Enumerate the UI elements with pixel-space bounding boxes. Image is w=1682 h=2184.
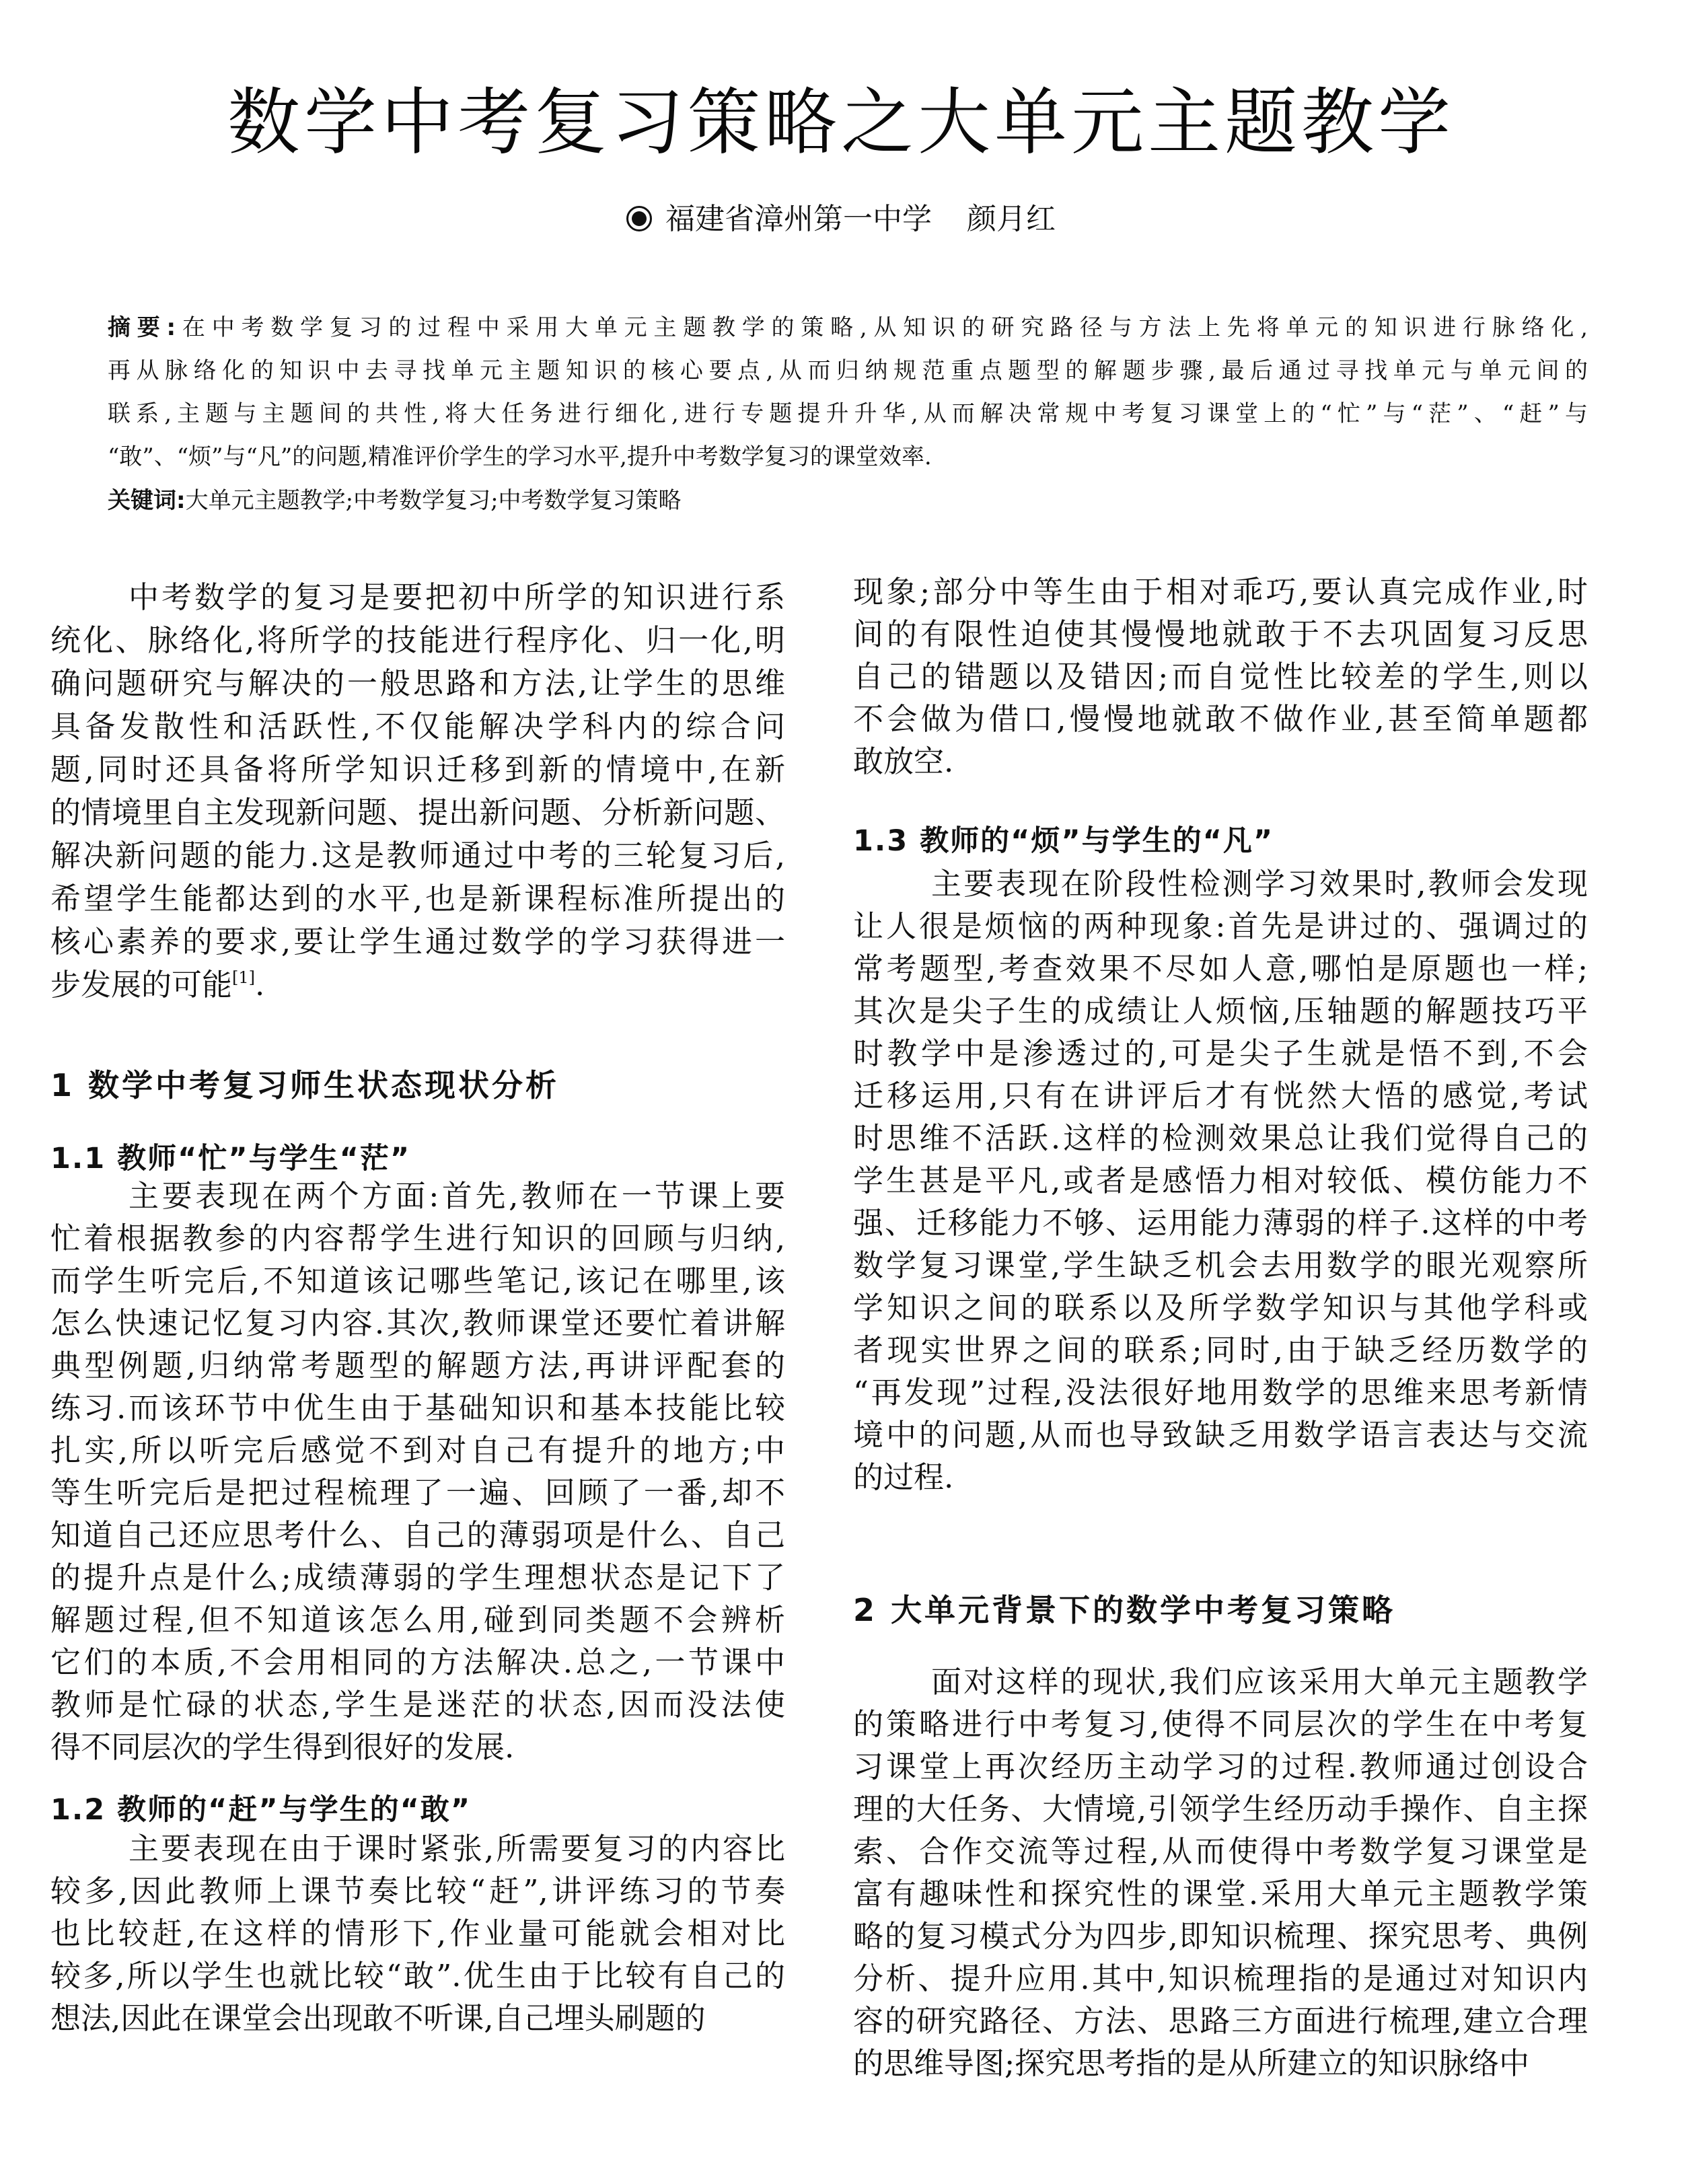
abstract-line: 摘要:在中考数学复习的过程中采用大单元主题教学的策略,从知识的研究路径与方法上先将单元的知识进行脉络化, bbox=[108, 314, 1588, 341]
intro-line: 中考数学的复习是要把初中所学的知识进行系 bbox=[129, 579, 785, 615]
body-text-line: 忙着根据教参的内容帮学生进行知识的回顾与归纳, bbox=[50, 1221, 785, 1256]
body-text-line: 富有趣味性和探究性的课堂.采用大单元主题教学策 bbox=[853, 1876, 1588, 1912]
body-text-line: 教师是忙碌的状态,学生是迷茫的状态,因而没法使 bbox=[50, 1687, 785, 1722]
section-heading-2: 2 大单元背景下的数学中考复习策略 bbox=[853, 1592, 1396, 1628]
intro-line: 题,同时还具备将所学知识迁移到新的情境中,在新 bbox=[50, 752, 785, 787]
body-text-line: 而学生听完后,不知道该记哪些笔记,该记在哪里,该 bbox=[50, 1263, 785, 1299]
body-text-line: 学生甚是平凡,或者是感悟力相对较低、模仿能力不 bbox=[853, 1163, 1588, 1198]
subsection-heading-1-3: 1.3 教师的“烦”与学生的“凡” bbox=[853, 824, 1274, 858]
body-text-line: 的思维导图;探究思考指的是从所建立的知识脉络中 bbox=[853, 2045, 1530, 2081]
body-text-line: 索、合作交流等过程,从而使得中考数学复习课堂是 bbox=[853, 1833, 1588, 1869]
body-text-line: 等生听完后是把过程梳理了一遍、回顾了一番,却不 bbox=[50, 1475, 785, 1510]
body-text-line: 让人很是烦恼的两种现象:首先是讲过的、强调过的 bbox=[853, 908, 1588, 944]
body-text-line: 面对这样的现状,我们应该采用大单元主题教学 bbox=[931, 1664, 1588, 1700]
intro-line: 的情境里自主发现新问题、提出新问题、分析新问题、 bbox=[50, 795, 785, 830]
body-text-line: “再发现”过程,没法很好地用数学的思维来思考新情 bbox=[853, 1375, 1588, 1410]
body-text-line: 想法,因此在课堂会出现敢不听课,自己埋头刷题的 bbox=[50, 2000, 706, 2036]
intro-line: 核心素养的要求,要让学生通过数学的学习获得进一 bbox=[50, 924, 785, 959]
intro-line: 具备发散性和活跃性,不仅能解决学科内的综合问 bbox=[50, 708, 785, 744]
body-text-line: 者现实世界之间的联系;同时,由于缺乏经历数学的 bbox=[853, 1332, 1588, 1368]
body-text-line: 自己的错题以及错因;而自觉性比较差的学生,则以 bbox=[853, 659, 1588, 694]
abstract-label: 摘要: bbox=[108, 314, 176, 341]
body-text-line: 怎么快速记忆复习内容.其次,教师课堂还要忙着讲解 bbox=[50, 1305, 785, 1341]
body-text-line: 主要表现在两个方面:首先,教师在一节课上要 bbox=[129, 1178, 785, 1214]
author-affiliation: 福建省漳州第一中学 bbox=[665, 202, 932, 236]
body-text-line: 现象;部分中等生由于相对乖巧,要认真完成作业,时 bbox=[853, 574, 1588, 610]
body-text-line: 也比较赶,在这样的情形下,作业量可能就会相对比 bbox=[50, 1916, 785, 1951]
body-text-line: 的过程. bbox=[853, 1459, 954, 1495]
body-text-line: 强、迁移能力不够、运用能力薄弱的样子.这样的中考 bbox=[853, 1205, 1588, 1241]
body-text-line: 迁移运用,只有在讲评后才有恍然大悟的感觉,考试 bbox=[853, 1078, 1588, 1114]
body-text-line: 容的研究路径、方法、思路三方面进行梳理,建立合理 bbox=[853, 2003, 1588, 2039]
abstract-line: “敢”、“烦”与“凡”的问题,精准评价学生的学习水平,提升中考数学复习的课堂效率. bbox=[108, 443, 932, 470]
body-text-line: 知道自己还应思考什么、自己的薄弱项是什么、自己 bbox=[50, 1517, 785, 1553]
body-text-line: 的提升点是什么;成绩薄弱的学生理想状态是记下了 bbox=[50, 1560, 785, 1595]
intro-line: 解决新问题的能力.这是教师通过中考的三轮复习后, bbox=[50, 838, 785, 873]
body-text-line: 不会做为借口,慢慢地就敢不做作业,甚至简单题都 bbox=[853, 701, 1588, 737]
body-text-line: 数学复习课堂,学生缺乏机会去用数学的眼光观察所 bbox=[853, 1247, 1588, 1283]
subsection-heading-1-1: 1.1 教师“忙”与学生“茫” bbox=[50, 1142, 411, 1175]
author-name: 颜月红 bbox=[967, 202, 1056, 236]
body-text-line: 理的大任务、大情境,引领学生经历动手操作、自主探 bbox=[853, 1791, 1588, 1827]
body-text-line: 时思维不活跃.这样的检测效果总让我们觉得自己的 bbox=[853, 1120, 1588, 1156]
body-text-line: 得不同层次的学生得到很好的发展. bbox=[50, 1729, 515, 1765]
body-text-line: 解题过程,但不知道该怎么用,碰到同类题不会辨析 bbox=[50, 1602, 785, 1638]
body-text-line: 较多,因此教师上课节奏比较“赶”,讲评练习的节奏 bbox=[50, 1873, 785, 1909]
sentence-end: . bbox=[255, 967, 265, 1003]
body-text-line: 学知识之间的联系以及所学数学知识与其他学科或 bbox=[853, 1290, 1588, 1325]
intro-line bbox=[50, 963, 785, 1007]
intro-text: 步发展的可能 bbox=[50, 967, 233, 1003]
body-text-line: 习课堂上再次经历主动学习的过程.教师通过创设合 bbox=[853, 1749, 1588, 1784]
citation-ref[interactable]: [1] bbox=[232, 968, 256, 987]
body-text-line: 主要表现在阶段性检测学习效果时,教师会发现 bbox=[931, 866, 1588, 902]
body-text-line: 境中的问题,从而也导致缺乏用数学语言表达与交流 bbox=[853, 1417, 1588, 1453]
body-text-line: 典型例题,归纳常考题型的解题方法,再讲评配套的 bbox=[50, 1348, 785, 1383]
body-text-line: 扎实,所以听完后感觉不到对自己有提升的地方;中 bbox=[50, 1432, 785, 1468]
body-text-line: 练习.而该环节中优生由于基础知识和基本技能比较 bbox=[50, 1390, 785, 1426]
body-text-line: 时教学中是渗透过的,可是尖子生就是悟不到,不会 bbox=[853, 1035, 1588, 1071]
intro-line: 希望学生能都达到的水平,也是新课程标准所提出的 bbox=[50, 881, 785, 916]
body-text-line: 敢放空. bbox=[853, 743, 954, 779]
keywords-label: 关键词: bbox=[108, 487, 186, 514]
right-column bbox=[853, 0, 1588, 2184]
body-text-line: 略的复习模式分为四步,即知识梳理、探究思考、典例 bbox=[853, 1918, 1588, 1954]
subsection-heading-1-2: 1.2 教师的“赶”与学生的“敢” bbox=[50, 1793, 472, 1827]
intro-line: 统化、脉络化,将所学的技能进行程序化、归一化,明 bbox=[50, 622, 785, 658]
body-text-line: 它们的本质,不会用相同的方法解决.总之,一节课中 bbox=[50, 1644, 785, 1680]
intro-line: 确问题研究与解决的一般思路和方法,让学生的思维 bbox=[50, 665, 785, 701]
body-text-line: 分析、提升应用.其中,知识梳理指的是通过对知识内 bbox=[853, 1961, 1588, 1996]
keywords-text: 大单元主题教学;中考数学复习;中考数学复习策略 bbox=[185, 487, 682, 514]
left-column bbox=[50, 0, 785, 2184]
body-text-line: 其次是尖子生的成绩让人烦恼,压轴题的解题技巧平 bbox=[853, 993, 1588, 1029]
body-text-line: 的策略进行中考复习,使得不同层次的学生在中考复 bbox=[853, 1706, 1588, 1742]
body-text-line: 主要表现在由于课时紧张,所需要复习的内容比 bbox=[129, 1831, 785, 1866]
article-title: 数学中考复习策略之大单元主题教学 bbox=[227, 81, 1455, 165]
abstract-line: 再从脉络化的知识中去寻找单元主题知识的核心要点,从而归纳规范重点题型的解题步骤,最后通过寻找单元与单元间的 bbox=[108, 357, 1588, 384]
body-text-line: 间的有限性迫使其慢慢地就敢于不去巩固复习反思 bbox=[853, 616, 1588, 652]
abstract-line: 联系,主题与主题间的共性,将大任务进行细化,进行专题提升升华,从而解决常规中考复习课堂上的“忙”与“茫”、“赶”与 bbox=[108, 400, 1588, 427]
section-heading-1: 1 数学中考复习师生状态现状分析 bbox=[50, 1067, 560, 1103]
body-text-line: 常考题型,考查效果不尽如人意,哪怕是原题也一样; bbox=[853, 951, 1588, 986]
body-text-line: 较多,所以学生也就比较“敢”.优生由于比较有自己的 bbox=[50, 1958, 785, 1994]
